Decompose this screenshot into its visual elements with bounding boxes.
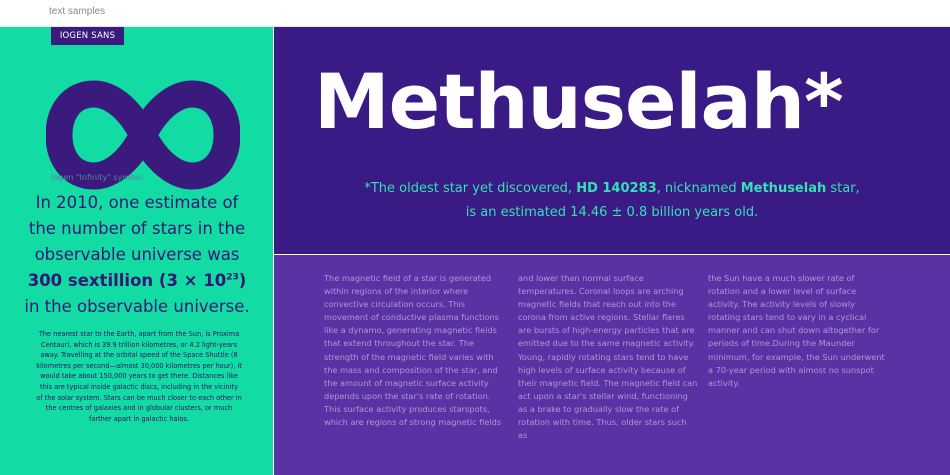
- body-column-3: the Sun have a much slower rate of rotation and a lower level of surface activity. The activity levels of slowly rotating stars tend to vary in a cyclical manner and can shut down altogether for periods of time.During the Maunder minimum, for example, the Sun underwent a 70-year period with almost no sunspot activity.: [708, 273, 885, 388]
- proxima-paragraph: The nearest star to the Earth, apart from the Sun, is Proxima Centauri, which is 39.9 trillion kilometres, or 4.2 light-years away. Travelling at the orbital speed of the Space Shuttle (8 kilometres per second—almost 30,000 kilometres per hour), it would take about 150,000 years to get there. Distances like this are typical inside galactic discs, including in the vicinity of the solar system. Stars can be much closer to each other in the centres of galaxies and in globular clusters, or much farther apart in galactic halos.: [36, 330, 242, 423]
- left-panel: [0, 27, 273, 475]
- star-count-fact: [24, 190, 250, 320]
- fact-line-3: observable universe was: [34, 245, 240, 264]
- hero-panel: [274, 27, 950, 254]
- header-label: text samples: [49, 6, 106, 17]
- fact-line-5: in the observable universe.: [24, 297, 250, 316]
- headline: Methuselah*: [314, 57, 843, 146]
- fact-line-bold: 300 sextillion $(3 \times 10^{23})$: [27, 271, 247, 290]
- top-bar: [0, 0, 950, 27]
- body-column-2: and lower than normal surface temperatures. Coronal loops are arching magnetic fields that reach out into the corona from active regions. Stellar flares are bursts of high-energy particles that are emitted due to the same magnetic activity. Young, rapidly rotating stars tend to have high levels of surface activity because of their magnetic field. The magnetic field can act upon a star's stellar wind, functioning as a brake to gradually slow the rate of rotation with time. Thus, older stars such as: [518, 273, 698, 441]
- body-column-1: The magnetic field of a star is generated within regions of the interior where convective circulation occurs. This movement of conductive plasma functions like a dynamo, generating magnetic fields that extend throughout the star. The strength of the magnetic field varies with the mass and composition of the star, and the amount of magnetic surface activity depends upon the star's rate of rotation. This surface activity produces starspots, which are regions of strong magnetic fields: [324, 273, 502, 428]
- exponent: 23: [226, 272, 239, 283]
- body-panel: [274, 255, 950, 475]
- headline-subtitle: *The oldest star yet discovered, HD 140283, nicknamed Methuselah star, is an estimated 14.46 ± 0.8 billion years old.: [364, 181, 860, 220]
- icon-caption: Iogen "Infinity" symbol: [51, 173, 143, 182]
- fact-line-1: In 2010, one estimate of: [35, 193, 239, 212]
- font-name-tag: IOGEN SANS: [51, 27, 124, 45]
- fact-line-2: the number of stars in the: [28, 219, 246, 238]
